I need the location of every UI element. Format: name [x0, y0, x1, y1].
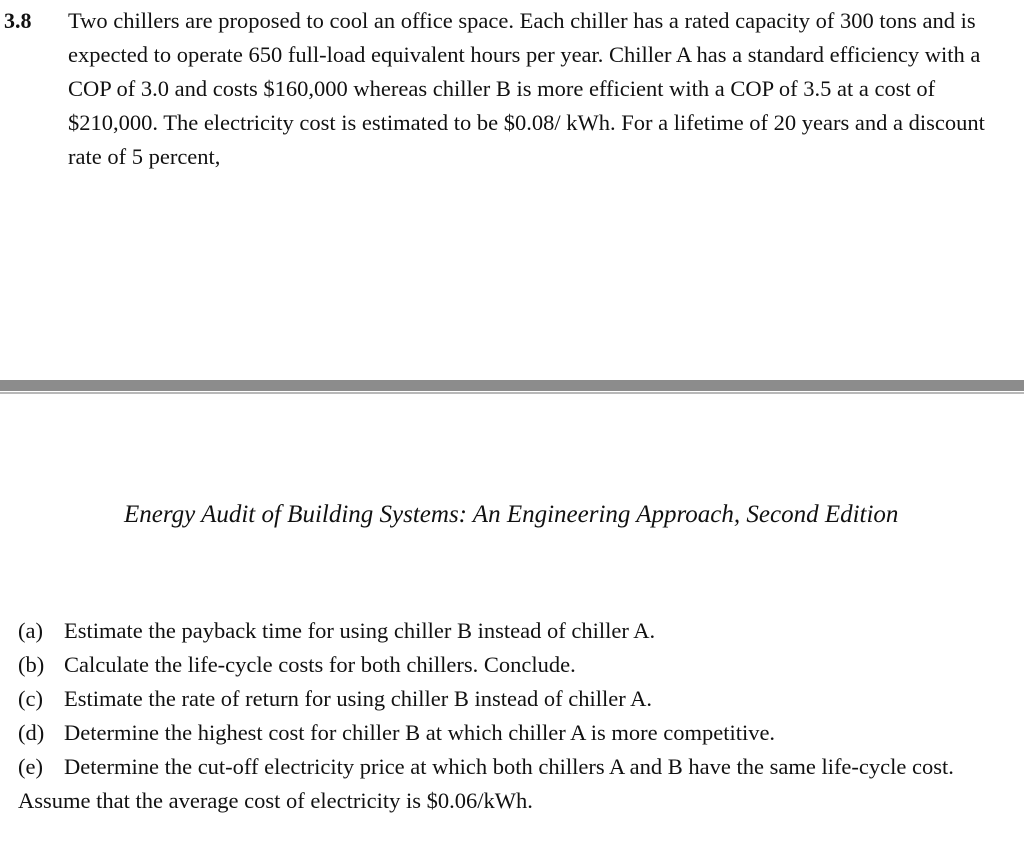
- part-text: Calculate the life-cycle costs for both chillers. Conclude.: [64, 652, 576, 677]
- part-b: [18, 648, 1018, 682]
- problem-number: 3.8: [4, 8, 32, 33]
- divider-thin-line: [0, 392, 1024, 394]
- book-running-header: Energy Audit of Building Systems: An Engineering Approach, Second Edition: [124, 501, 899, 528]
- divider-thick-bar: [0, 380, 1024, 391]
- part-label: (b): [18, 652, 45, 677]
- problem-statement: Two chillers are proposed to cool an office space. Each chiller has a rated capacity of 300 tons and is expected to operate 650 full-load equivalent hours per year. Chiller A has a standard efficiency with a COP of 3.0 and costs $160,000 whereas chiller B is more efficient with a COP of 3.5 at a cost of $210,000. The electricity cost is estimated to be $0.08/ kWh. For a lifetime of 20 years and a discount rate of 5 percent,: [68, 8, 985, 169]
- part-label: (c): [18, 686, 43, 711]
- part-label: (a): [18, 618, 43, 643]
- part-e: [18, 750, 1018, 784]
- part-text: Determine the cut-off electricity price at which both chillers A and B have the same life-cycle cost.: [64, 754, 954, 779]
- part-text: Estimate the rate of return for using chiller B instead of chiller A.: [64, 686, 652, 711]
- part-text: Determine the highest cost for chiller B at which chiller A is more competitive.: [64, 720, 776, 745]
- part-text: Estimate the payback time for using chiller B instead of chiller A.: [64, 618, 656, 643]
- assumption-note: Assume that the average cost of electricity is $0.06/kWh.: [18, 788, 533, 813]
- part-label: (d): [18, 720, 45, 745]
- problem-parts: [18, 614, 1018, 818]
- part-c: [18, 682, 1018, 716]
- part-d: [18, 716, 1018, 750]
- page-break-divider: [0, 380, 1024, 394]
- part-a: [18, 614, 1018, 648]
- part-label: (e): [18, 754, 43, 779]
